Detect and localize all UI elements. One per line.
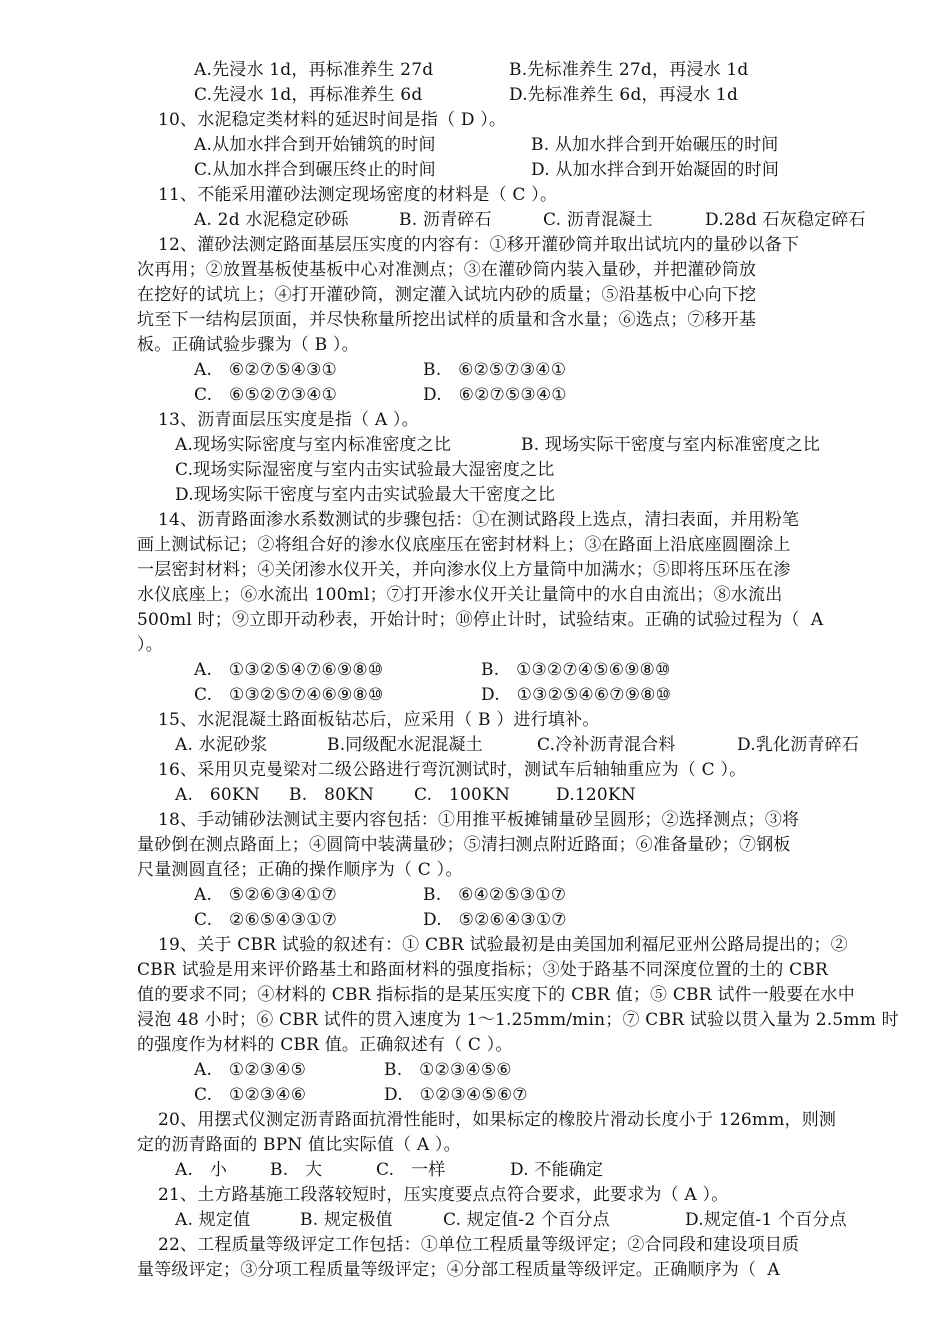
text-line: D.现场实际干密度与室内击实试验最大干密度之比 — [175, 485, 556, 505]
text-line: 水仪底座上；⑥水流出 100ml；⑦打开渗水仪开关让量筒中的水自由流出；⑧水流出 — [137, 585, 783, 605]
text-line: A.现场实际密度与室内标准密度之比 — [175, 435, 452, 455]
text-line: B. ①②③④⑤⑥ — [384, 1060, 512, 1080]
text-line: A. ①②③④⑤ — [194, 1060, 307, 1080]
text-line: B. 现场实际干密度与室内标准密度之比 — [521, 435, 821, 455]
text-line: C.现场实际湿密度与室内击实试验最大湿密度之比 — [175, 460, 555, 480]
text-line: 19、关于 CBR 试验的叙述有：① CBR 试验最初是由美国加利福尼亚州公路局提出的；② — [158, 935, 848, 955]
text-line: 11、不能采用灌砂法测定现场密度的材料是（ C ）。 — [158, 185, 558, 205]
text-line: C. 沥青混凝土 — [543, 210, 653, 230]
text-line: C. 规定值-2 个百分点 — [443, 1210, 610, 1230]
text-line: A. 水泥砂浆 — [175, 735, 268, 755]
text-line: 12、灌砂法测定路面基层压实度的内容有：①移开灌砂筒并取出试坑内的量砂以备下 — [158, 235, 800, 255]
text-line: D.乳化沥青碎石 — [737, 735, 860, 755]
text-line: A. ①③②⑤④⑦⑥⑨⑧⑩ — [194, 660, 384, 680]
text-line: B.先标准养生 27d，再浸水 1d — [509, 60, 749, 80]
text-line: C. ①②③④⑥ — [194, 1085, 307, 1105]
text-line: 的强度作为材料的 CBR 值。正确叙述有（ C ）。 — [137, 1035, 513, 1055]
text-line: 次再用；②放置基板使基板中心对准测点；③在灌砂筒内装入量砂，并把灌砂筒放 — [137, 260, 757, 280]
text-line: C.冷补沥青混合料 — [537, 735, 676, 755]
text-line: A. 小 — [175, 1160, 228, 1180]
text-line: 14、沥青路面渗水系数测试的步骤包括：①在测试路段上选点，清扫表面，并用粉笔 — [158, 510, 800, 530]
text-line: D. ①②③④⑤⑥⑦ — [384, 1085, 528, 1105]
text-line: C. 100KN — [414, 785, 511, 805]
text-line: A.先浸水 1d，再标准养生 27d — [194, 60, 434, 80]
text-line: D. ⑥②⑦⑤③④① — [423, 385, 567, 405]
text-line: D. ①③②⑤④⑥⑦⑨⑧⑩ — [481, 685, 672, 705]
text-line: C. ⑥⑤②⑦③④① — [194, 385, 338, 405]
text-line: D.28d 石灰稳定碎石 — [705, 210, 866, 230]
text-line: 13、沥青面层压实度是指（ A ）。 — [158, 410, 419, 430]
text-line: 20、用摆式仪测定沥青路面抗滑性能时，如果标定的橡胶片滑动长度小于 126mm，则测 — [158, 1110, 837, 1130]
text-line: D. 不能确定 — [510, 1160, 604, 1180]
text-line: 量砂倒在测点路面上；④圆筒中装满量砂；⑤清扫测点附近路面；⑥准备量砂；⑦钢板 — [137, 835, 791, 855]
text-line: B. 沥青碎石 — [399, 210, 492, 230]
text-line: ）。 — [137, 635, 163, 655]
text-line: 值的要求不同；④材料的 CBR 指标指的是某压实度下的 CBR 值；⑤ CBR 试件一般要在水中 — [137, 985, 855, 1005]
text-line: B. 从加水拌合到开始碾压的时间 — [531, 135, 779, 155]
text-line: 15、水泥混凝土路面板钻芯后，应采用（ B ）进行填补。 — [158, 710, 600, 730]
text-line: D. ⑤②⑥④③①⑦ — [423, 910, 567, 930]
text-line: A.从加水拌合到开始铺筑的时间 — [194, 135, 436, 155]
text-line: B. 大 — [270, 1160, 323, 1180]
text-line: C.从加水拌合到碾压终止的时间 — [194, 160, 436, 180]
text-line: A. 2d 水泥稳定砂砾 — [194, 210, 349, 230]
text-line: 500ml 时；⑨立即开动秒表，开始计时；⑩停止计时，试验结束。正确的试验过程为（ A — [137, 610, 824, 630]
text-line: A. ⑥②⑦⑤④③① — [194, 360, 337, 380]
text-line: 坑至下一结构层顶面，并尽快称量所挖出试样的质量和含水量；⑥选点；⑦移开基 — [137, 310, 757, 330]
text-line: 10、水泥稳定类材料的延迟时间是指（ D ）。 — [158, 110, 507, 130]
text-line: 画上测试标记；②将组合好的渗水仪底座压在密封材料上；③在路面上沿底座圆圈涂上 — [137, 535, 791, 555]
text-line: B. ⑥④②⑤③①⑦ — [423, 885, 567, 905]
text-line: B. 80KN — [289, 785, 375, 805]
text-line: 定的沥青路面的 BPN 值比实际值（ A ）。 — [137, 1135, 461, 1155]
text-line: A. ⑤②⑥③④①⑦ — [194, 885, 337, 905]
text-line: 18、手动铺砂法测试主要内容包括：①用推平板摊铺量砂呈圆形；②选择测点；③将 — [158, 810, 800, 830]
text-line: B. 规定极值 — [300, 1210, 393, 1230]
text-line: D. 从加水拌合到开始凝固的时间 — [531, 160, 780, 180]
text-line: B. ⑥②⑤⑦③④① — [423, 360, 567, 380]
text-line: 16、采用贝克曼梁对二级公路进行弯沉测试时，测试车后轴轴重应为（ C ）。 — [158, 760, 747, 780]
text-line: 尺量测圆直径；正确的操作顺序为（ C ）。 — [137, 860, 463, 880]
text-line: C. ②⑥⑤④③①⑦ — [194, 910, 338, 930]
text-line: CBR 试验是用来评价路基土和路面材料的强度指标；③处于路基不同深度位置的土的 CBR — [137, 960, 829, 980]
text-line: A. 60KN — [175, 785, 260, 805]
text-line: B. ①③②⑦④⑤⑥⑨⑧⑩ — [481, 660, 671, 680]
text-line: 板。正确试验步骤为（ B ）。 — [137, 335, 359, 355]
text-line: 22、工程质量等级评定工作包括：①单位工程质量等级评定；②合同段和建设项目质 — [158, 1235, 800, 1255]
text-line: 浸泡 48 小时；⑥ CBR 试件的贯入速度为 1～1.25mm/min；⑦ CBR 试验以贯入量为 2.5mm 时 — [137, 1010, 899, 1030]
text-line: A. 规定值 — [175, 1210, 251, 1230]
text-line: C.先浸水 1d，再标准养生 6d — [194, 85, 423, 105]
text-line: C. ①③②⑤⑦④⑥⑨⑧⑩ — [194, 685, 384, 705]
text-line: D.120KN — [556, 785, 636, 805]
text-line: D.规定值-1 个百分点 — [685, 1210, 847, 1230]
text-line: D.先标准养生 6d，再浸水 1d — [509, 85, 739, 105]
text-line: 在挖好的试坑上；④打开灌砂筒，测定灌入试坑内砂的质量；⑤沿基板中心向下挖 — [137, 285, 757, 305]
text-line: 一层密封材料；④关闭渗水仪开关，并向渗水仪上方量筒中加满水；⑤即将压环压在渗 — [137, 560, 791, 580]
text-line: C. 一样 — [376, 1160, 446, 1180]
text-line: B.同级配水泥混凝土 — [327, 735, 483, 755]
text-line: 量等级评定；③分项工程质量等级评定；④分部工程质量等级评定。正确顺序为（ A — [137, 1260, 780, 1280]
text-line: 21、土方路基施工段落较短时，压实度要点点符合要求，此要求为（ A ）。 — [158, 1185, 729, 1205]
